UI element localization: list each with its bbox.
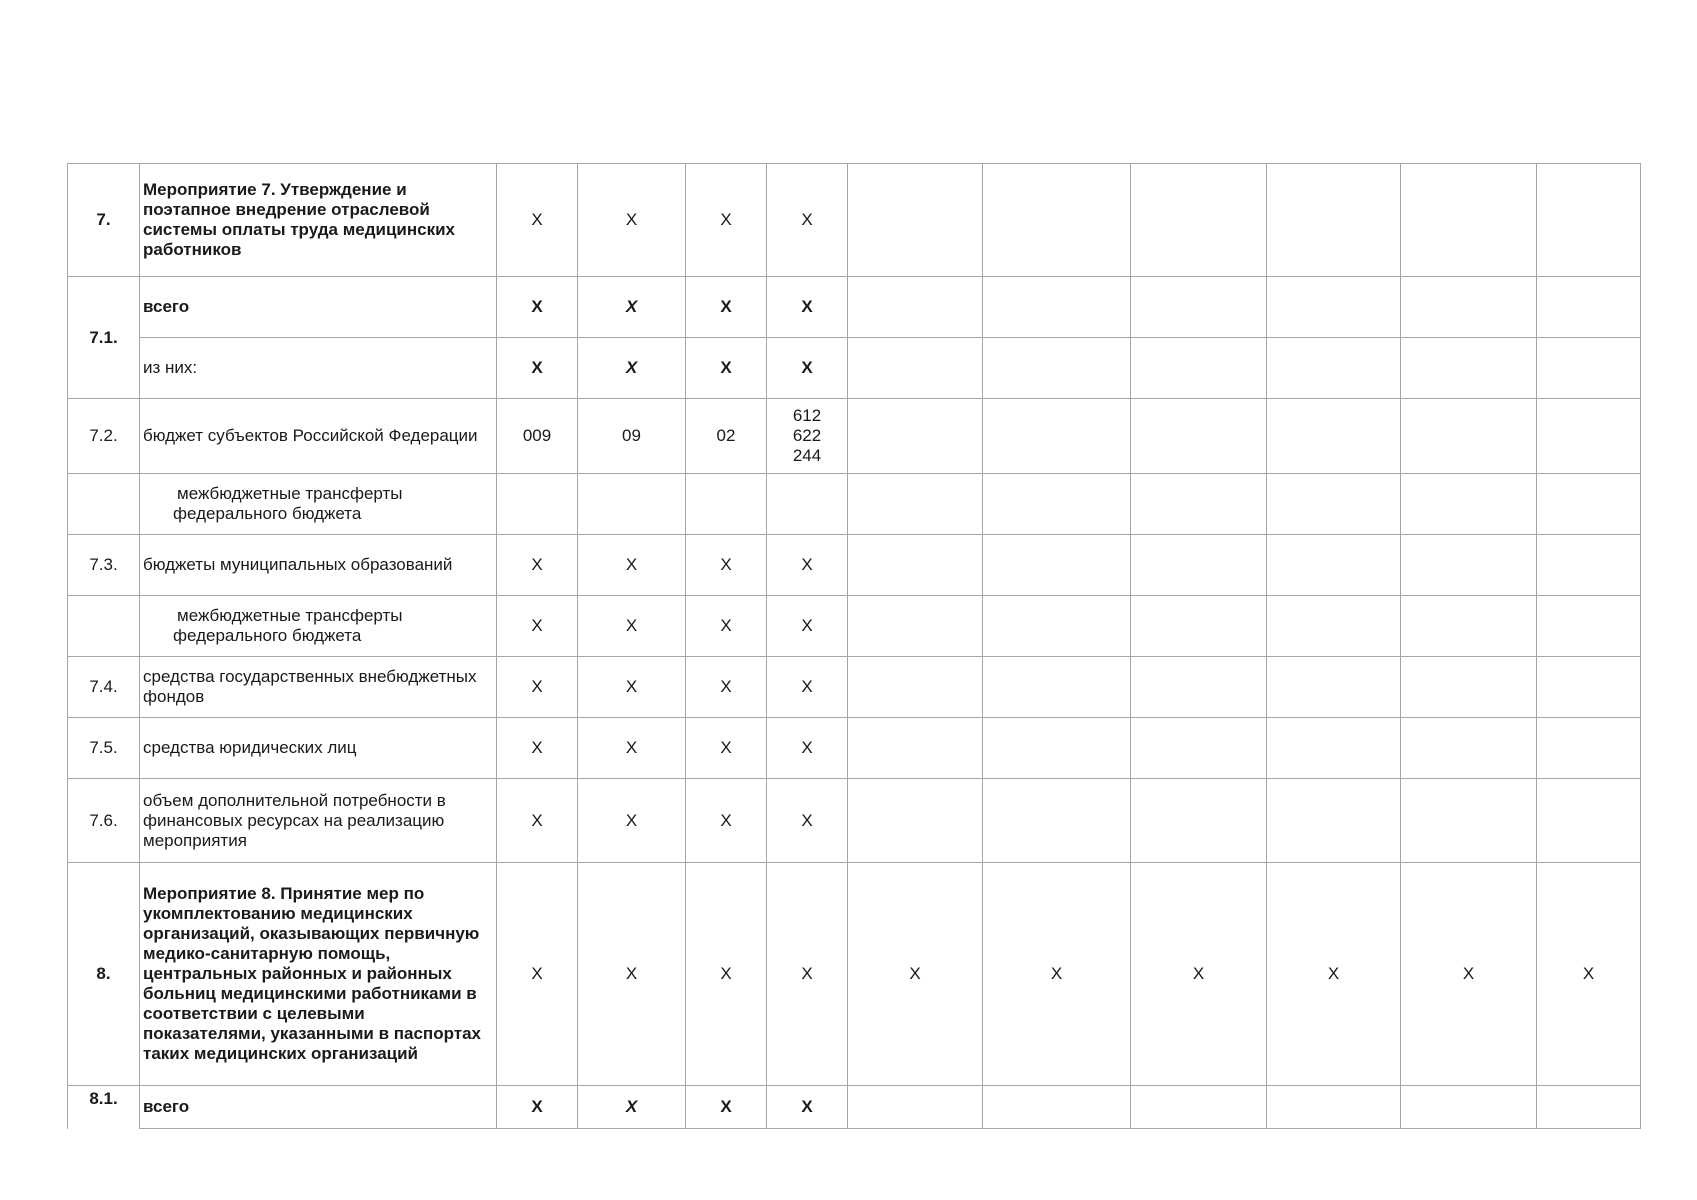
code-cell [497,474,578,535]
value-cell: X [1401,863,1537,1086]
value-cell [1131,596,1267,657]
code-cell: X [686,718,767,779]
value-cell [848,277,983,338]
row-title-line: межбюджетные трансферты [177,606,403,625]
value-cell [983,535,1131,596]
value-cell [1131,535,1267,596]
value-cell [1131,779,1267,863]
code-cell: X [578,657,686,718]
value-cell [983,718,1131,779]
row-title: бюджеты муниципальных образований [140,535,497,596]
value-cell: X [1267,863,1401,1086]
value-cell [1267,164,1401,277]
table-row [68,535,1641,596]
code-cell: X [767,1086,848,1129]
row-number: 7.4. [68,657,140,718]
value-cell [1131,1086,1267,1129]
code-cell: X [686,596,767,657]
value-cell [1537,338,1641,399]
value-cell: X [848,863,983,1086]
table-row [68,863,1641,1086]
value-cell [1131,277,1267,338]
value-cell [1267,535,1401,596]
row-number: 7.3. [68,535,140,596]
table-row [68,164,1641,277]
code-cell: X [686,164,767,277]
value-cell [983,277,1131,338]
value-cell [1267,718,1401,779]
value-cell [1401,338,1537,399]
code-cell-multi [767,399,848,474]
value-cell [1401,657,1537,718]
row-title: объем дополнительной потребности в финансовых ресурсах на реализацию мероприятия [140,779,497,863]
value-cell [848,1086,983,1129]
row-title-line: федерального бюджета [173,504,362,523]
value-cell [1267,277,1401,338]
code-cell: X [686,657,767,718]
table-row [68,474,1641,535]
code-cell: X [578,277,686,338]
row-number: 7. [68,164,140,277]
value-cell [1131,338,1267,399]
row-title [140,474,497,535]
value-cell [983,164,1131,277]
value-cell: X [1537,863,1641,1086]
value-cell [848,596,983,657]
value-cell [983,657,1131,718]
code-cell: X [578,535,686,596]
row-number: 7.5. [68,718,140,779]
value-cell [983,779,1131,863]
value-cell [1131,164,1267,277]
value-cell [983,596,1131,657]
row-number: 7.2. [68,399,140,474]
code-cell: X [767,718,848,779]
value-cell [1401,535,1537,596]
table-row [68,399,1641,474]
value-cell [848,474,983,535]
value-cell [1131,474,1267,535]
value-cell [1267,338,1401,399]
code-line: 622 [792,426,822,445]
code-cell: X [767,535,848,596]
value-cell [983,399,1131,474]
code-cell: X [497,863,578,1086]
code-cell: X [686,535,767,596]
code-cell: X [767,338,848,399]
table-row [68,338,1641,399]
code-cell: X [767,863,848,1086]
table-row [68,718,1641,779]
code-cell: X [686,779,767,863]
code-cell: X [578,863,686,1086]
value-cell [1401,164,1537,277]
code-cell: X [497,779,578,863]
row-title: бюджет субъектов Российской Федерации [140,399,497,474]
row-number: 8. [68,863,140,1086]
value-cell [1537,399,1641,474]
value-cell [1401,779,1537,863]
code-cell [767,474,848,535]
value-cell [1401,277,1537,338]
code-cell: 02 [686,399,767,474]
value-cell [983,1086,1131,1129]
value-cell [1267,779,1401,863]
code-cell: X [497,338,578,399]
budget-table [67,163,1641,1129]
table-row [68,1086,1641,1129]
code-cell: X [497,718,578,779]
code-cell: X [767,779,848,863]
row-title: всего [140,1086,497,1129]
row-title [140,596,497,657]
value-cell [848,779,983,863]
value-cell: X [983,863,1131,1086]
code-cell: 009 [497,399,578,474]
value-cell [1401,474,1537,535]
value-cell [1537,657,1641,718]
value-cell [1537,596,1641,657]
value-cell [1131,399,1267,474]
value-cell [1537,277,1641,338]
value-cell [1537,779,1641,863]
value-cell [848,399,983,474]
row-number [68,596,140,657]
code-line: 612 [792,406,822,425]
code-cell: 09 [578,399,686,474]
value-cell [1267,1086,1401,1129]
code-cell: X [767,277,848,338]
row-title: Мероприятие 7. Утверждение и поэтапное внедрение отраслевой системы оплаты труда медицинских работников [140,164,497,277]
row-number: 7.6. [68,779,140,863]
row-title-line: федерального бюджета [173,626,362,645]
value-cell: X [1131,863,1267,1086]
row-number: 8.1. [68,1086,140,1129]
code-cell: X [686,1086,767,1129]
table-row [68,657,1641,718]
value-cell [1131,718,1267,779]
value-cell [848,338,983,399]
value-cell [1267,399,1401,474]
row-title: средства юридических лиц [140,718,497,779]
value-cell [1537,1086,1641,1129]
code-cell [578,474,686,535]
code-cell: X [497,164,578,277]
code-cell: X [578,779,686,863]
row-title-line: межбюджетные трансферты [177,484,403,503]
row-number [68,474,140,535]
code-cell: X [497,535,578,596]
value-cell [983,474,1131,535]
value-cell [1537,164,1641,277]
code-cell: X [497,277,578,338]
row-title: средства государственных внебюджетных фондов [140,657,497,718]
code-cell: X [497,1086,578,1129]
code-cell: X [686,863,767,1086]
code-cell: X [497,596,578,657]
code-line: 244 [792,446,822,465]
table-row [68,277,1641,338]
code-cell: X [497,657,578,718]
value-cell [1401,399,1537,474]
value-cell [848,718,983,779]
table-row [68,779,1641,863]
value-cell [1401,596,1537,657]
value-cell [1267,474,1401,535]
row-title: всего [140,277,497,338]
code-cell: X [686,338,767,399]
row-title: из них: [140,338,497,399]
value-cell [1267,596,1401,657]
value-cell [1401,1086,1537,1129]
value-cell [848,657,983,718]
code-cell: X [578,1086,686,1129]
value-cell [1537,535,1641,596]
value-cell [1537,718,1641,779]
row-number: 7.1. [68,277,140,399]
value-cell [1267,657,1401,718]
value-cell [1537,474,1641,535]
code-cell [686,474,767,535]
code-cell: X [767,596,848,657]
code-cell: X [578,338,686,399]
code-cell: X [767,164,848,277]
code-cell: X [578,164,686,277]
code-cell: X [578,718,686,779]
value-cell [1401,718,1537,779]
row-title: Мероприятие 8. Принятие мер по укомплектованию медицинских организаций, оказывающих первичную медико-санитарную помощь, центральных районных и районных больниц медицинскими работниками в соответствии с целевыми показателями, указанными в паспортах таких медицинских организаций [140,863,497,1086]
value-cell [848,535,983,596]
code-cell: X [578,596,686,657]
code-cell: X [686,277,767,338]
table-row [68,596,1641,657]
value-cell [848,164,983,277]
code-cell: X [767,657,848,718]
value-cell [983,338,1131,399]
value-cell [1131,657,1267,718]
